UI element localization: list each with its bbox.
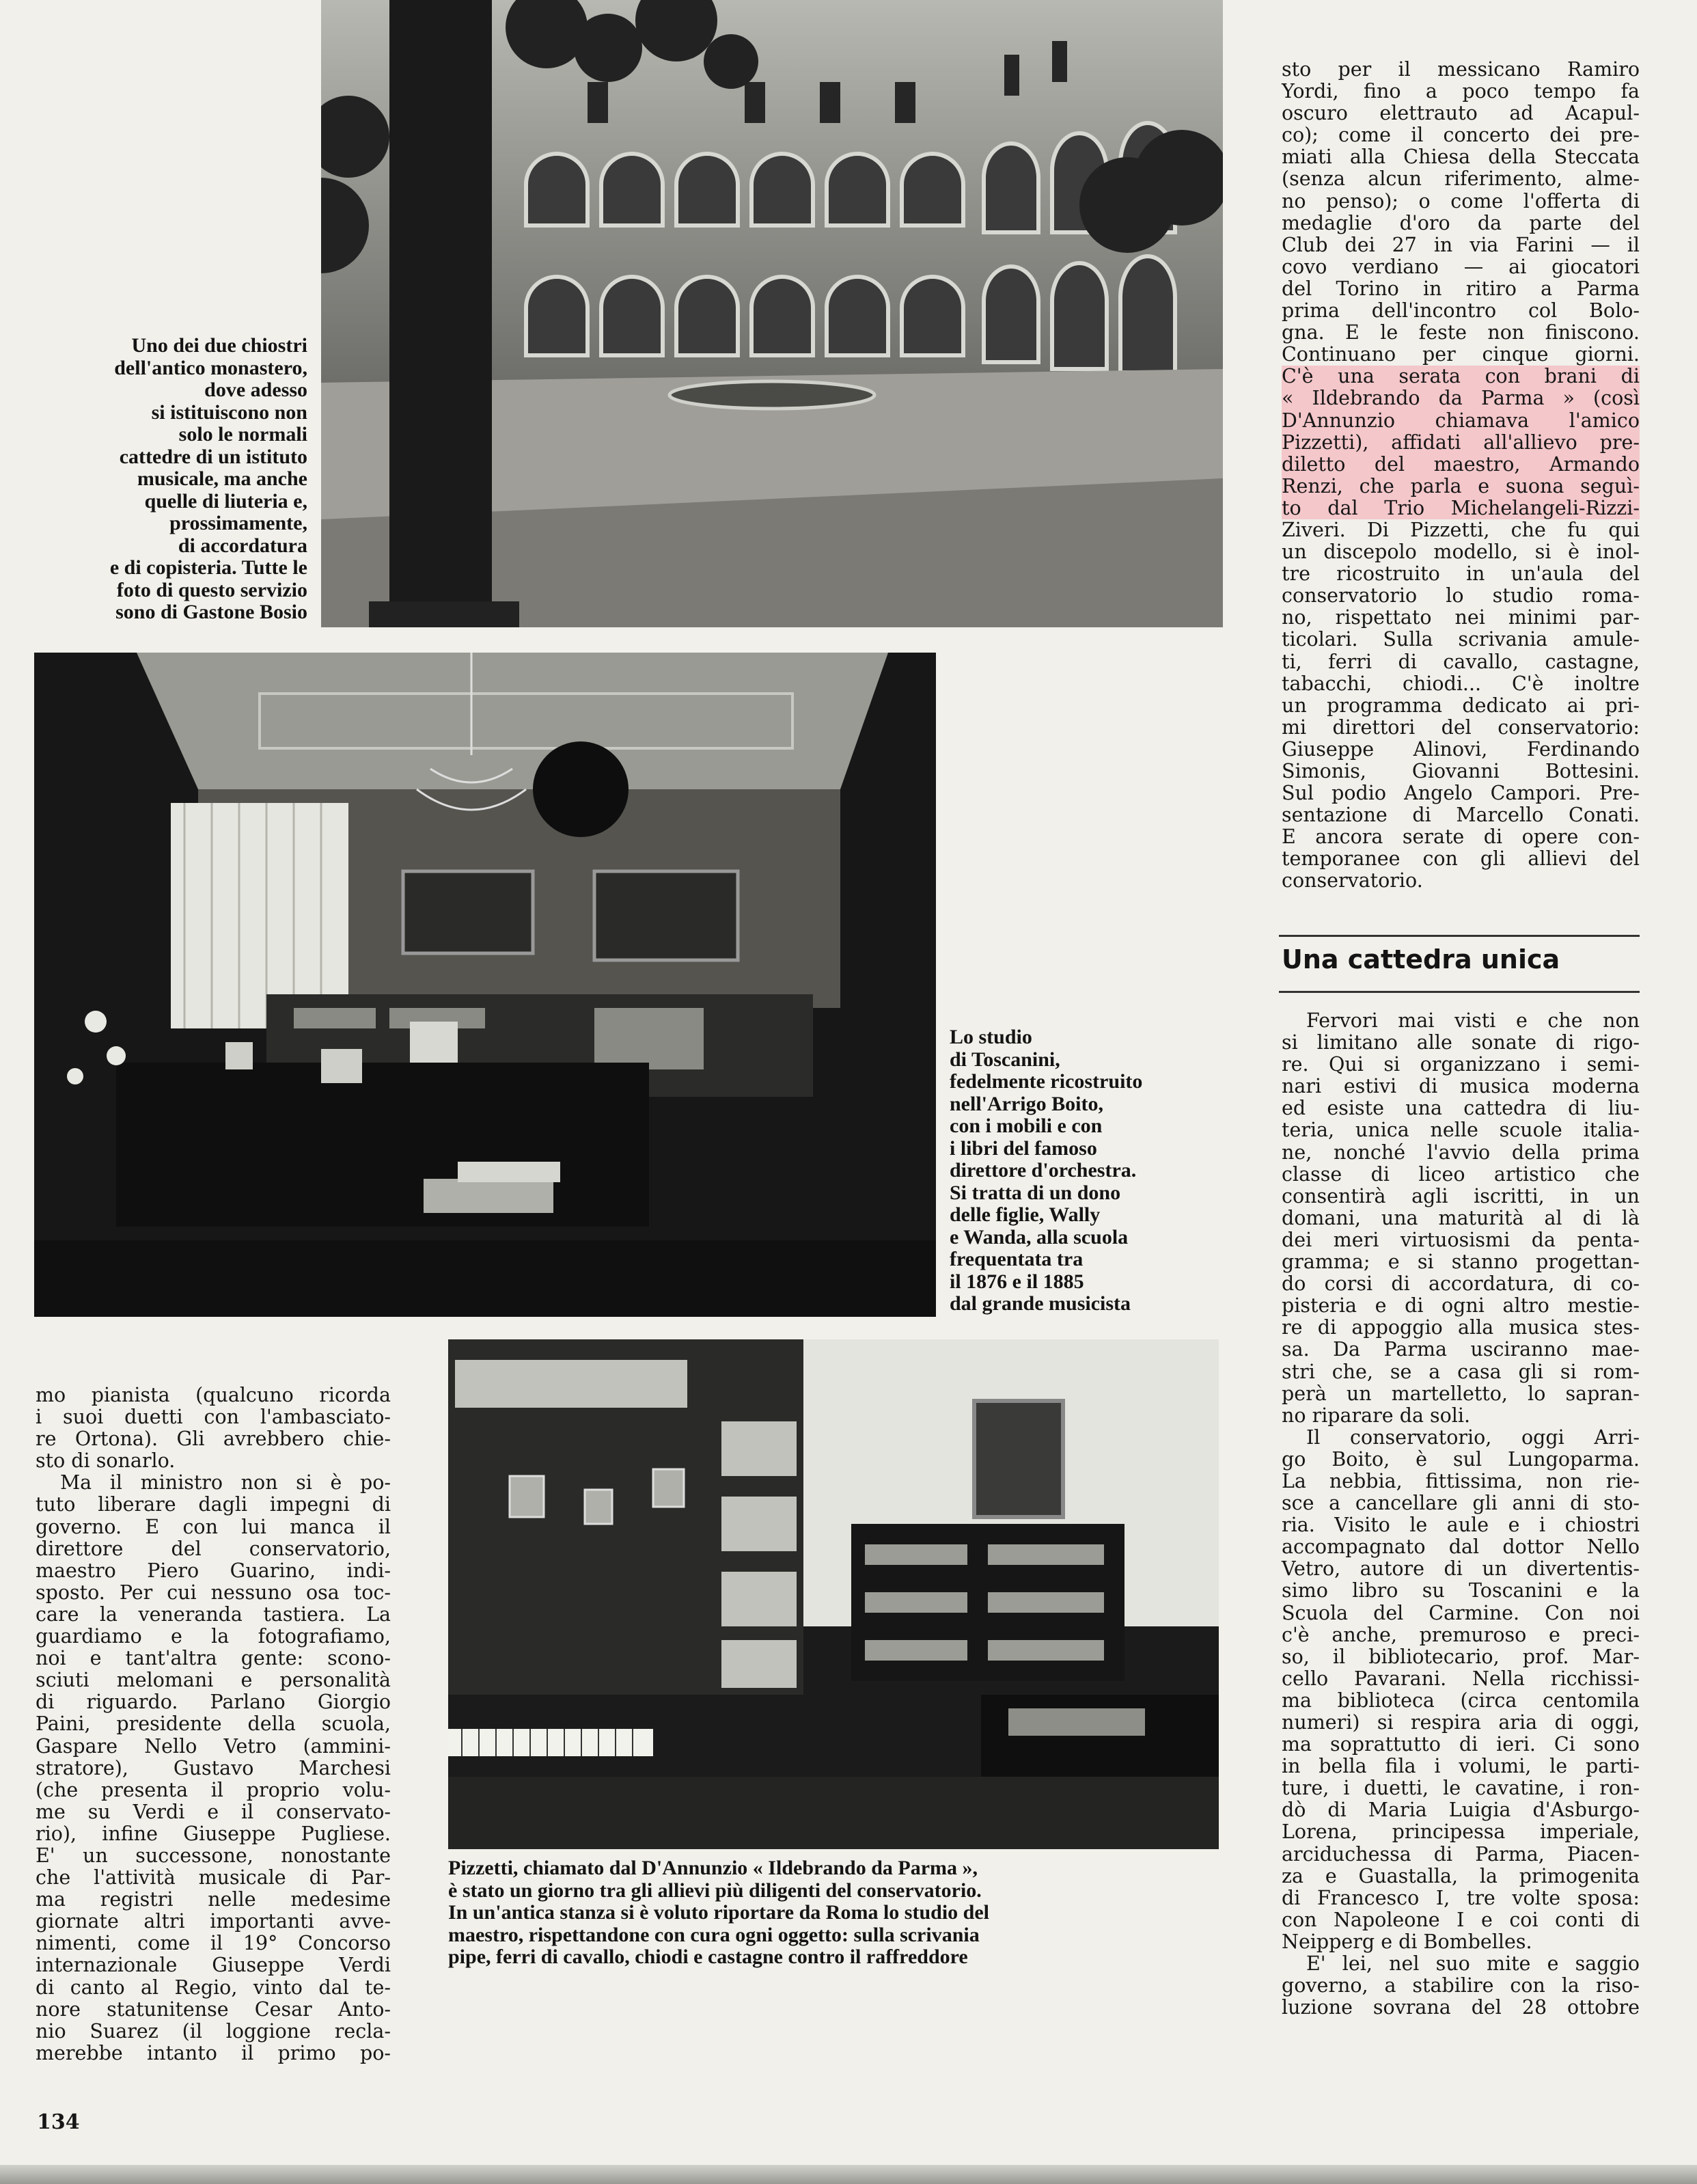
text-line: sa. Da Parma usciranno mae- bbox=[1282, 1338, 1640, 1361]
caption-line: fedelmente ricostruito bbox=[950, 1070, 1143, 1093]
text-line: nio Suarez (il loggione recla- bbox=[36, 2019, 391, 2043]
text-line: ture, i duetti, le cavatine, i ron- bbox=[1282, 1777, 1640, 1800]
text-line: in bella fila i volumi, le parti- bbox=[1282, 1755, 1640, 1778]
text-line: di canto al Regio, vinto dal te- bbox=[36, 1976, 391, 1999]
highlighted-text-line: D'Annunzio chiamava l'amico bbox=[1282, 409, 1640, 432]
text-line: ria. Visito le aule e i chiostri bbox=[1282, 1514, 1640, 1537]
text-line: conservatorio lo studio roma- bbox=[1282, 584, 1640, 608]
toscanini-study-drawing bbox=[34, 653, 936, 1317]
text-line: (senza alcun riferimento, alme- bbox=[1282, 167, 1640, 191]
caption-line: solo le normali bbox=[178, 423, 307, 446]
caption-line: e di copisteria. Tutte le bbox=[109, 556, 307, 579]
caption-line: i libri del famoso bbox=[950, 1136, 1097, 1160]
caption-line: In un'antica stanza si è voluto riportare da Roma lo studio del bbox=[448, 1901, 989, 1924]
caption-line: pipe, ferri di cavallo, chiodi e castagne contro il raffreddore bbox=[448, 1946, 968, 1968]
cloister-photo bbox=[321, 0, 1223, 627]
caption-line: Pizzetti, chiamato dal D'Annunzio « Ildebrando da Parma », bbox=[448, 1857, 978, 1879]
caption-line: sono di Gastone Bosio bbox=[115, 601, 307, 623]
highlighted-text-line: C'è una serata con brani di bbox=[1282, 365, 1640, 388]
text-line: me su Verdi e il conservato- bbox=[36, 1800, 391, 1823]
highlighted-text-line: Pizzetti), affidati all'allievo pre- bbox=[1282, 431, 1640, 454]
text-line: mi direttori del conservatorio: bbox=[1282, 715, 1640, 739]
caption-line: quelle di liuteria e, bbox=[144, 489, 307, 513]
left-text-column bbox=[36, 1384, 391, 2064]
text-line: direttore del conservatorio, bbox=[36, 1537, 391, 1560]
caption-line: è stato un giorno tra gli allievi più diligenti del conservatorio. bbox=[448, 1879, 982, 1902]
text-line: ti, ferri di cavallo, castagne, bbox=[1282, 650, 1640, 673]
caption-line: Lo studio bbox=[950, 1026, 1032, 1048]
text-line: stratore), Gustavo Marchesi bbox=[36, 1756, 391, 1779]
text-line: no, rispettato nei minimi par- bbox=[1282, 606, 1640, 629]
text-line: del Torino in ritiro a Parma bbox=[1282, 277, 1640, 300]
text-line: tabacchi, chiodi... C'è inoltre bbox=[1282, 672, 1640, 695]
text-line: Simonis, Giovanni Bottesini. bbox=[1282, 760, 1640, 782]
highlighted-text-line: Renzi, che parla e suona seguì- bbox=[1282, 474, 1640, 497]
text-line: Ma il ministro non si è po- bbox=[60, 1471, 391, 1494]
text-line: governo. E con lui manca il bbox=[36, 1515, 391, 1538]
caption-line: Uno dei due chiostri bbox=[131, 334, 307, 357]
text-line: no penso); o come l'offerta di bbox=[1282, 189, 1640, 213]
text-line: mo pianista (qualcuno ricorda bbox=[36, 1384, 391, 1406]
text-line: tuto liberare dagli impegni di bbox=[36, 1493, 391, 1516]
caption-line: nell'Arrigo Boito, bbox=[950, 1092, 1103, 1115]
text-line: Lorena, principessa imperiale, bbox=[1282, 1820, 1640, 1844]
text-line: no riparare da soli. bbox=[1282, 1404, 1471, 1427]
caption-line: si istituiscono non bbox=[151, 400, 307, 424]
text-line: Scuola del Carmine. Con noi bbox=[1282, 1601, 1640, 1624]
text-line: E' lei, nel suo mite e saggio bbox=[1306, 1952, 1640, 1976]
text-line: classe di liceo artistico che bbox=[1282, 1162, 1640, 1186]
text-line: do corsi di accordatura, di co- bbox=[1282, 1272, 1640, 1296]
text-line: re di appoggio alla musica stes- bbox=[1282, 1316, 1640, 1339]
text-line: ticolari. Sulla scrivania amule- bbox=[1282, 628, 1640, 651]
text-line: Paini, presidente della scuola, bbox=[36, 1712, 391, 1736]
text-line: governo, a stabilire con la riso- bbox=[1282, 1974, 1640, 1997]
section-rule-bottom bbox=[1279, 991, 1640, 993]
text-line: merebbe intanto il primo po- bbox=[36, 2041, 391, 2064]
text-line: sto di sonarlo. bbox=[36, 1449, 176, 1473]
text-line: consentirà agli iscritti, in un bbox=[1282, 1184, 1640, 1207]
text-line: Neipperg e di Bombelles. bbox=[1282, 1930, 1532, 1953]
text-line: sposto. Per cui nessuno osa toc- bbox=[36, 1581, 391, 1604]
text-line: sce a cancellare gli anni di sto- bbox=[1282, 1492, 1640, 1515]
caption-line: con i mobili e con bbox=[950, 1115, 1103, 1137]
text-line: accompagnato dal dottor Nello bbox=[1282, 1535, 1640, 1559]
text-line: che l'attività musicale di Par- bbox=[36, 1866, 391, 1889]
text-line: gna. E le feste non finiscono. bbox=[1282, 321, 1640, 344]
text-line: ma registri nelle medesime bbox=[36, 1888, 391, 1911]
text-line: rio), infine Giuseppe Pugliese. bbox=[36, 1822, 391, 1845]
text-line: internazionale Giuseppe Verdi bbox=[36, 1954, 391, 1977]
text-line: di riguardo. Parlano Giorgio bbox=[36, 1691, 391, 1714]
text-line: Il conservatorio, oggi Arri- bbox=[1306, 1425, 1640, 1449]
section-rule-top bbox=[1279, 935, 1640, 937]
highlighted-text-line: « Ildebrando da Parma » (così bbox=[1282, 387, 1640, 410]
caption-line: di Toscanini, bbox=[950, 1048, 1060, 1071]
pizzetti-study-drawing bbox=[448, 1339, 1219, 1849]
text-line: perà un martelletto, lo sapran- bbox=[1282, 1382, 1640, 1405]
caption-line: dell'antico monastero, bbox=[114, 356, 307, 379]
text-line: tre ricostruito in un'aula del bbox=[1282, 562, 1640, 586]
caption-line: maestro, rispettandone con cura ogni oggetto: sulla scrivania bbox=[448, 1923, 980, 1946]
text-line: nimenti, come il 19° Concorso bbox=[36, 1932, 391, 1955]
text-line: cello Pavarani. Nella ricchissi- bbox=[1282, 1667, 1640, 1690]
text-line: nore statunitense Cesar Anto- bbox=[36, 1997, 391, 2021]
caption-line: dal grande musicista bbox=[950, 1292, 1131, 1315]
right-text-column-bottom bbox=[1282, 1010, 1640, 2019]
text-line: con Napoleone I e coi conti di bbox=[1282, 1908, 1640, 1931]
text-line: E ancora serate di opere con- bbox=[1282, 825, 1640, 849]
text-line: teria, unica nelle scuole italia- bbox=[1282, 1119, 1640, 1142]
text-line: co); come il concerto dei pre- bbox=[1282, 124, 1640, 147]
text-line: covo verdiano — ai giocatori bbox=[1282, 255, 1640, 278]
pizzetti-caption bbox=[448, 1857, 1219, 1969]
text-line: sto per il messicano Ramiro bbox=[1282, 58, 1640, 81]
text-line: Giuseppe Alinovi, Ferdinando bbox=[1282, 737, 1640, 761]
text-line: La nebbia, fittissima, non rie- bbox=[1282, 1469, 1640, 1492]
page-bottom-edge bbox=[0, 2165, 1697, 2184]
caption-line: direttore d'orchestra. bbox=[950, 1159, 1137, 1182]
text-line: sciuti melomani e personalità bbox=[36, 1669, 391, 1692]
text-line: prima dell'incontro col Bolo- bbox=[1282, 299, 1640, 323]
text-line: Fervori mai visti e che non bbox=[1306, 1009, 1640, 1032]
caption-line: di accordatura bbox=[178, 534, 307, 557]
text-line: maestro Piero Guarino, indi- bbox=[36, 1559, 391, 1582]
text-line: si limitano alle sonate di rigo- bbox=[1282, 1031, 1640, 1054]
text-line: (che presenta il proprio volu- bbox=[36, 1778, 391, 1801]
text-line: ma biblioteca (circa centomila bbox=[1282, 1689, 1640, 1712]
text-line: luzione sovrana del 28 ottobre bbox=[1282, 1996, 1640, 2019]
text-line: Vetro, autore di un divertentis- bbox=[1282, 1557, 1640, 1581]
text-line: domani, una maturità al di là bbox=[1282, 1206, 1640, 1229]
text-line: re Ortona). Gli avrebbero chie- bbox=[36, 1428, 391, 1451]
caption-line: frequentata tra bbox=[950, 1248, 1084, 1270]
text-line: un programma dedicato ai pri- bbox=[1282, 694, 1640, 717]
text-line: medaglie d'oro da parte del bbox=[1282, 211, 1640, 234]
text-line: care la veneranda tastiera. La bbox=[36, 1602, 391, 1626]
text-line: giornate altri importanti avve- bbox=[36, 1910, 391, 1933]
text-line: Ziveri. Di Pizzetti, che fu qui bbox=[1282, 518, 1640, 541]
text-line: simo libro su Toscanini e la bbox=[1282, 1579, 1640, 1602]
highlighted-text-line: diletto del maestro, Armando bbox=[1282, 452, 1640, 476]
text-line: pisteria e di ogni altro mestie- bbox=[1282, 1294, 1640, 1318]
text-line: ed esiste una cattedra di liu- bbox=[1282, 1097, 1640, 1120]
caption-line: Si tratta di un dono bbox=[950, 1181, 1121, 1204]
text-line: Gaspare Nello Vetro (ammini- bbox=[36, 1734, 391, 1758]
text-line: ne, nonché l'avvio della prima bbox=[1282, 1141, 1640, 1164]
text-line: miati alla Chiesa della Steccata bbox=[1282, 146, 1640, 169]
text-line: guardiamo e la fotografiamo, bbox=[36, 1625, 391, 1648]
text-line: stri che, se a casa gli si rom- bbox=[1282, 1360, 1640, 1383]
text-line: Yordi, fino a poco tempo fa bbox=[1282, 80, 1640, 103]
text-line: di Francesco I, tre volte sposa: bbox=[1282, 1886, 1640, 1909]
right-text-column-top bbox=[1282, 59, 1640, 892]
caption-line: foto di questo servizio bbox=[116, 578, 307, 601]
section-heading: Una cattedra unica bbox=[1282, 944, 1560, 974]
text-line: conservatorio. bbox=[1282, 869, 1423, 892]
text-line: go Boito, è sul Lungoparma. bbox=[1282, 1447, 1640, 1471]
text-line: temporanee con gli allievi del bbox=[1282, 847, 1640, 871]
caption-line: dove adesso bbox=[204, 379, 307, 401]
text-line: arciduchessa di Parma, Piacen- bbox=[1282, 1842, 1640, 1866]
text-line: Sul podio Angelo Campori. Pre- bbox=[1282, 782, 1640, 805]
text-line: oscuro elettrauto ad Acapul- bbox=[1282, 102, 1640, 125]
text-line: ma soprattutto di ieri. Ci sono bbox=[1282, 1733, 1640, 1756]
pizzetti-study-photo bbox=[448, 1339, 1219, 1849]
text-line: Club dei 27 in via Farini — il bbox=[1282, 233, 1640, 256]
text-line: nari estivi di musica moderna bbox=[1282, 1075, 1640, 1098]
cloister-caption bbox=[27, 335, 307, 624]
text-line: sentazione di Marcello Conati. bbox=[1282, 804, 1640, 827]
text-line: so, il bibliotecario, prof. Mar- bbox=[1282, 1645, 1640, 1668]
caption-line: prossimamente, bbox=[169, 512, 307, 534]
text-line: re. Qui si organizzano i semi- bbox=[1282, 1053, 1640, 1076]
toscanini-caption bbox=[950, 1026, 1223, 1315]
text-line: i suoi duetti con l'ambasciato- bbox=[36, 1406, 391, 1429]
caption-line: musicale, ma anche bbox=[137, 467, 307, 490]
text-line: numeri) si respira aria di oggi, bbox=[1282, 1711, 1640, 1734]
text-line: za e Guastalla, la primogenita bbox=[1282, 1864, 1640, 1887]
highlighted-text-line: to dal Trio Michelangeli-Rizzi- bbox=[1282, 496, 1640, 519]
caption-line: e Wanda, alla scuola bbox=[950, 1225, 1129, 1248]
caption-line: il 1876 e il 1885 bbox=[950, 1270, 1084, 1293]
toscanini-study-photo bbox=[34, 653, 936, 1317]
caption-line: delle figlie, Wally bbox=[950, 1203, 1101, 1226]
text-line: c'è anche, premuroso e preci- bbox=[1282, 1623, 1640, 1646]
text-line: un discepolo modello, si è inol- bbox=[1282, 541, 1640, 564]
cloister-photo-drawing bbox=[321, 0, 1223, 627]
text-line: dò di Maria Luigia d'Asburgo- bbox=[1282, 1799, 1640, 1822]
text-line: dei meri virtuosismi da penta- bbox=[1282, 1228, 1640, 1251]
text-line: E' un successone, nonostante bbox=[36, 1844, 391, 1867]
text-line: Continuano per cinque giorni. bbox=[1282, 343, 1640, 366]
page-number: 134 bbox=[37, 2110, 80, 2134]
text-line: noi e tant'altra gente: scono- bbox=[36, 1647, 391, 1670]
caption-line: cattedre di un istituto bbox=[119, 445, 307, 468]
text-line: gramma; e si stanno progettan- bbox=[1282, 1251, 1640, 1274]
